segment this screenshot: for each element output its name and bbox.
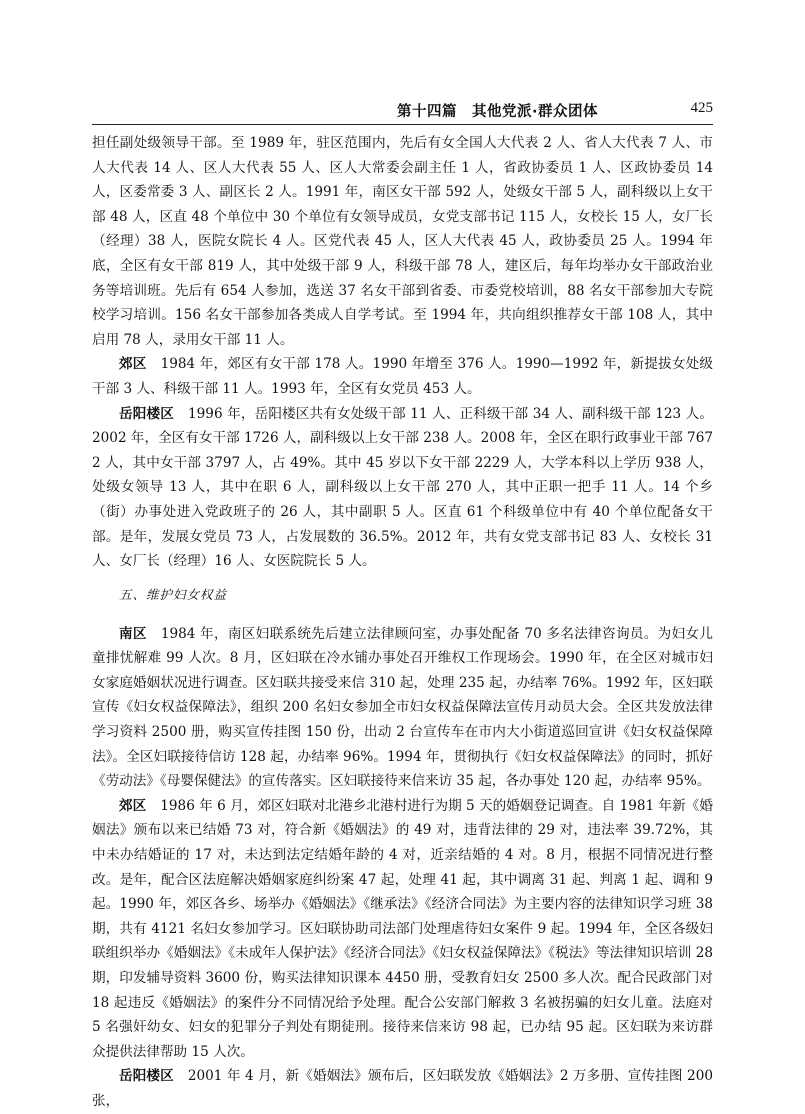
paragraph-jiaoqu-rights xyxy=(92,794,713,1065)
district-lead: 岳阳楼区 xyxy=(119,1068,174,1085)
paragraph-text: 1996 年，岳阳楼区共有女处级干部 11 人、正科级干部 34 人、副科级干部 123 人。2002 年，全区有女干部 1726 人，副科级以上女干部 238 人。2008 年，全区在职行政事业干部 7672 人，其中女干部 3797 人，占 49%。其中 45 岁以下女干部 2229 人，大学本科以上学历 938 人，处级女领导 13 人，其中在职 6 人，副科级以上女干部 270 人，其中正职一把手 11 人。14 个乡（街）办事处进入党政班子的 26 人，其中副职 5 人。区直 61 个科级单位中有 40 个单位配备女干部。是年，发展女党员 73 人，占发展数的 36.5%。2012 年，共有女党支部书记 83 人、女校长 31 人、女厂长（经理）16 人、女医院院长 5 人。 xyxy=(92,405,713,570)
district-lead: 郊区 xyxy=(119,356,147,373)
header-rule xyxy=(92,124,713,125)
paragraph-text: 1984 年，南区妇联系统先后建立法律顾问室，办事处配备 70 多名法律咨询员。为妇女儿童排忧解难 99 人次。8 月，区妇联在冷水铺办事处召开维权工作现场会。1990 年，在全区对城市妇女家庭婚姻状况进行调查。区妇联共接受来信 310 起，处理 235 起，办结率 76%。1992 年，区妇联宣传《妇女权益保障法》，组织 200 名妇女参加全市妇女权益保障法宣传月动员大会。全区共发放法律学习资料 2500 册，购买宣传挂图 150 份，出动 2 台宣传车在市内大小街道巡回宣讲《妇女权益保障法》。全区妇联接待信访 128 起，办结率 96%。1994 年，贯彻执行《妇女权益保障法》的同时，抓好《劳动法》《母婴保健法》的宣传落实。区妇联接待来信来访 35 起，各办事处 120 起，办结率 95%。 xyxy=(92,625,713,790)
district-lead: 岳阳楼区 xyxy=(119,405,174,422)
body-text xyxy=(92,131,713,1114)
paragraph-yueyanglou-cadres xyxy=(92,402,713,574)
district-lead: 南区 xyxy=(119,625,147,642)
paragraph-nanqu-rights xyxy=(92,622,713,794)
district-lead: 郊区 xyxy=(119,797,147,814)
chapter-title: 第十四篇 其他党派·群众团体 xyxy=(396,104,598,120)
page-header xyxy=(92,100,713,126)
section-heading: 五、维护妇女权益 xyxy=(119,586,228,602)
paragraph-jiaoqu-cadres xyxy=(92,352,713,401)
paragraph-text: 1986 年 6 月，郊区妇联对北港乡北港村进行为期 5 天的婚姻登记调查。自 1981 年新《婚姻法》颁布以来已结婚 73 对，符合新《婚姻法》的 49 对，违背法律的 29 对，违法率 39.72%，其中未办结婚证的 17 对，未达到法定结婚年龄的 4 对，近亲结婚的 4 对。8 月，根据不同情况进行整改。是年，配合区法庭解决婚姻家庭纠纷案 47 起，处理 41 起，其中调离 31 起、判离 1 起、调和 9 起。1990 年，郊区各乡、场举办《婚姻法》《继承法》《经济合同法》为主要内容的法律知识学习班 38 期，共有 4121 名妇女参加学习。区妇联协助司法部门处理虐待妇女案件 9 起。1994 年，全区各级妇联组织举办《婚姻法》《未成年人保护法》《经济合同法》《妇女权益保障法》《税法》等法律知识培训 28 期，印发辅导资料 3600 份，购买法律知识课本 4450 册，受教育妇女 2500 多人次。配合民政部门对 18 起违反《婚姻法》的案件分不同情况给予处理。配合公安部门解救 3 名被拐骗的妇女儿童。法庭对 5 名强奸幼女、妇女的犯罪分子判处有期徒刑。接待来信来访 98 起，已办结 95 起。区妇联为来访群众提供法律帮助 15 人次。 xyxy=(92,797,714,1060)
paragraph-text: 1984 年，郊区有女干部 178 人。1990 年增至 376 人。1990—1992 年，新提拔女处级干部 3 人、科级干部 11 人。1993 年，全区有女党员 453 人。 xyxy=(92,356,713,397)
paragraph-text: 担任副处级领导干部。至 1989 年，驻区范围内，先后有女全国人大代表 2 人、省人大代表 7 人、市人大代表 14 人、区人大代表 55 人、区人大常委会副主任 1 人，省政协委员 1 人、区政协委员 14 人，区委常委 3 人、副区长 2 人。1991 年，南区女干部 592 人，处级女干部 5 人，副科级以上女干部 48 人，区直 48 个单位中 30 个单位有女领导成员，女党支部书记 115 人，女校长 15 人，女厂长（经理）38 人，医院女院长 4 人。区党代表 45 人，区人大代表 45 人，政协委员 25 人。1994 年底，全区有女干部 819 人，其中处级干部 9 人，科级干部 78 人，建区后，每年均举办女干部政治业务等培训班。先后有 654 人参加，选送 37 名女干部到省委、市委党校培训，88 名女干部参加大专院校学习培训。156 名女干部参加各类成人自学考试。至 1994 年，共向组织推荐女干部 108 人，其中启用 78 人，录用女干部 11 人。 xyxy=(92,135,713,348)
paragraph-yueyanglou-rights xyxy=(92,1064,713,1113)
page-number: 425 xyxy=(690,100,713,116)
paragraph-nanqu-cadres xyxy=(92,131,713,352)
paragraph-text: 2001 年 4 月，新《婚姻法》颁布后，区妇联发放《婚姻法》2 万多册、宣传挂图 200 张， xyxy=(92,1068,713,1109)
